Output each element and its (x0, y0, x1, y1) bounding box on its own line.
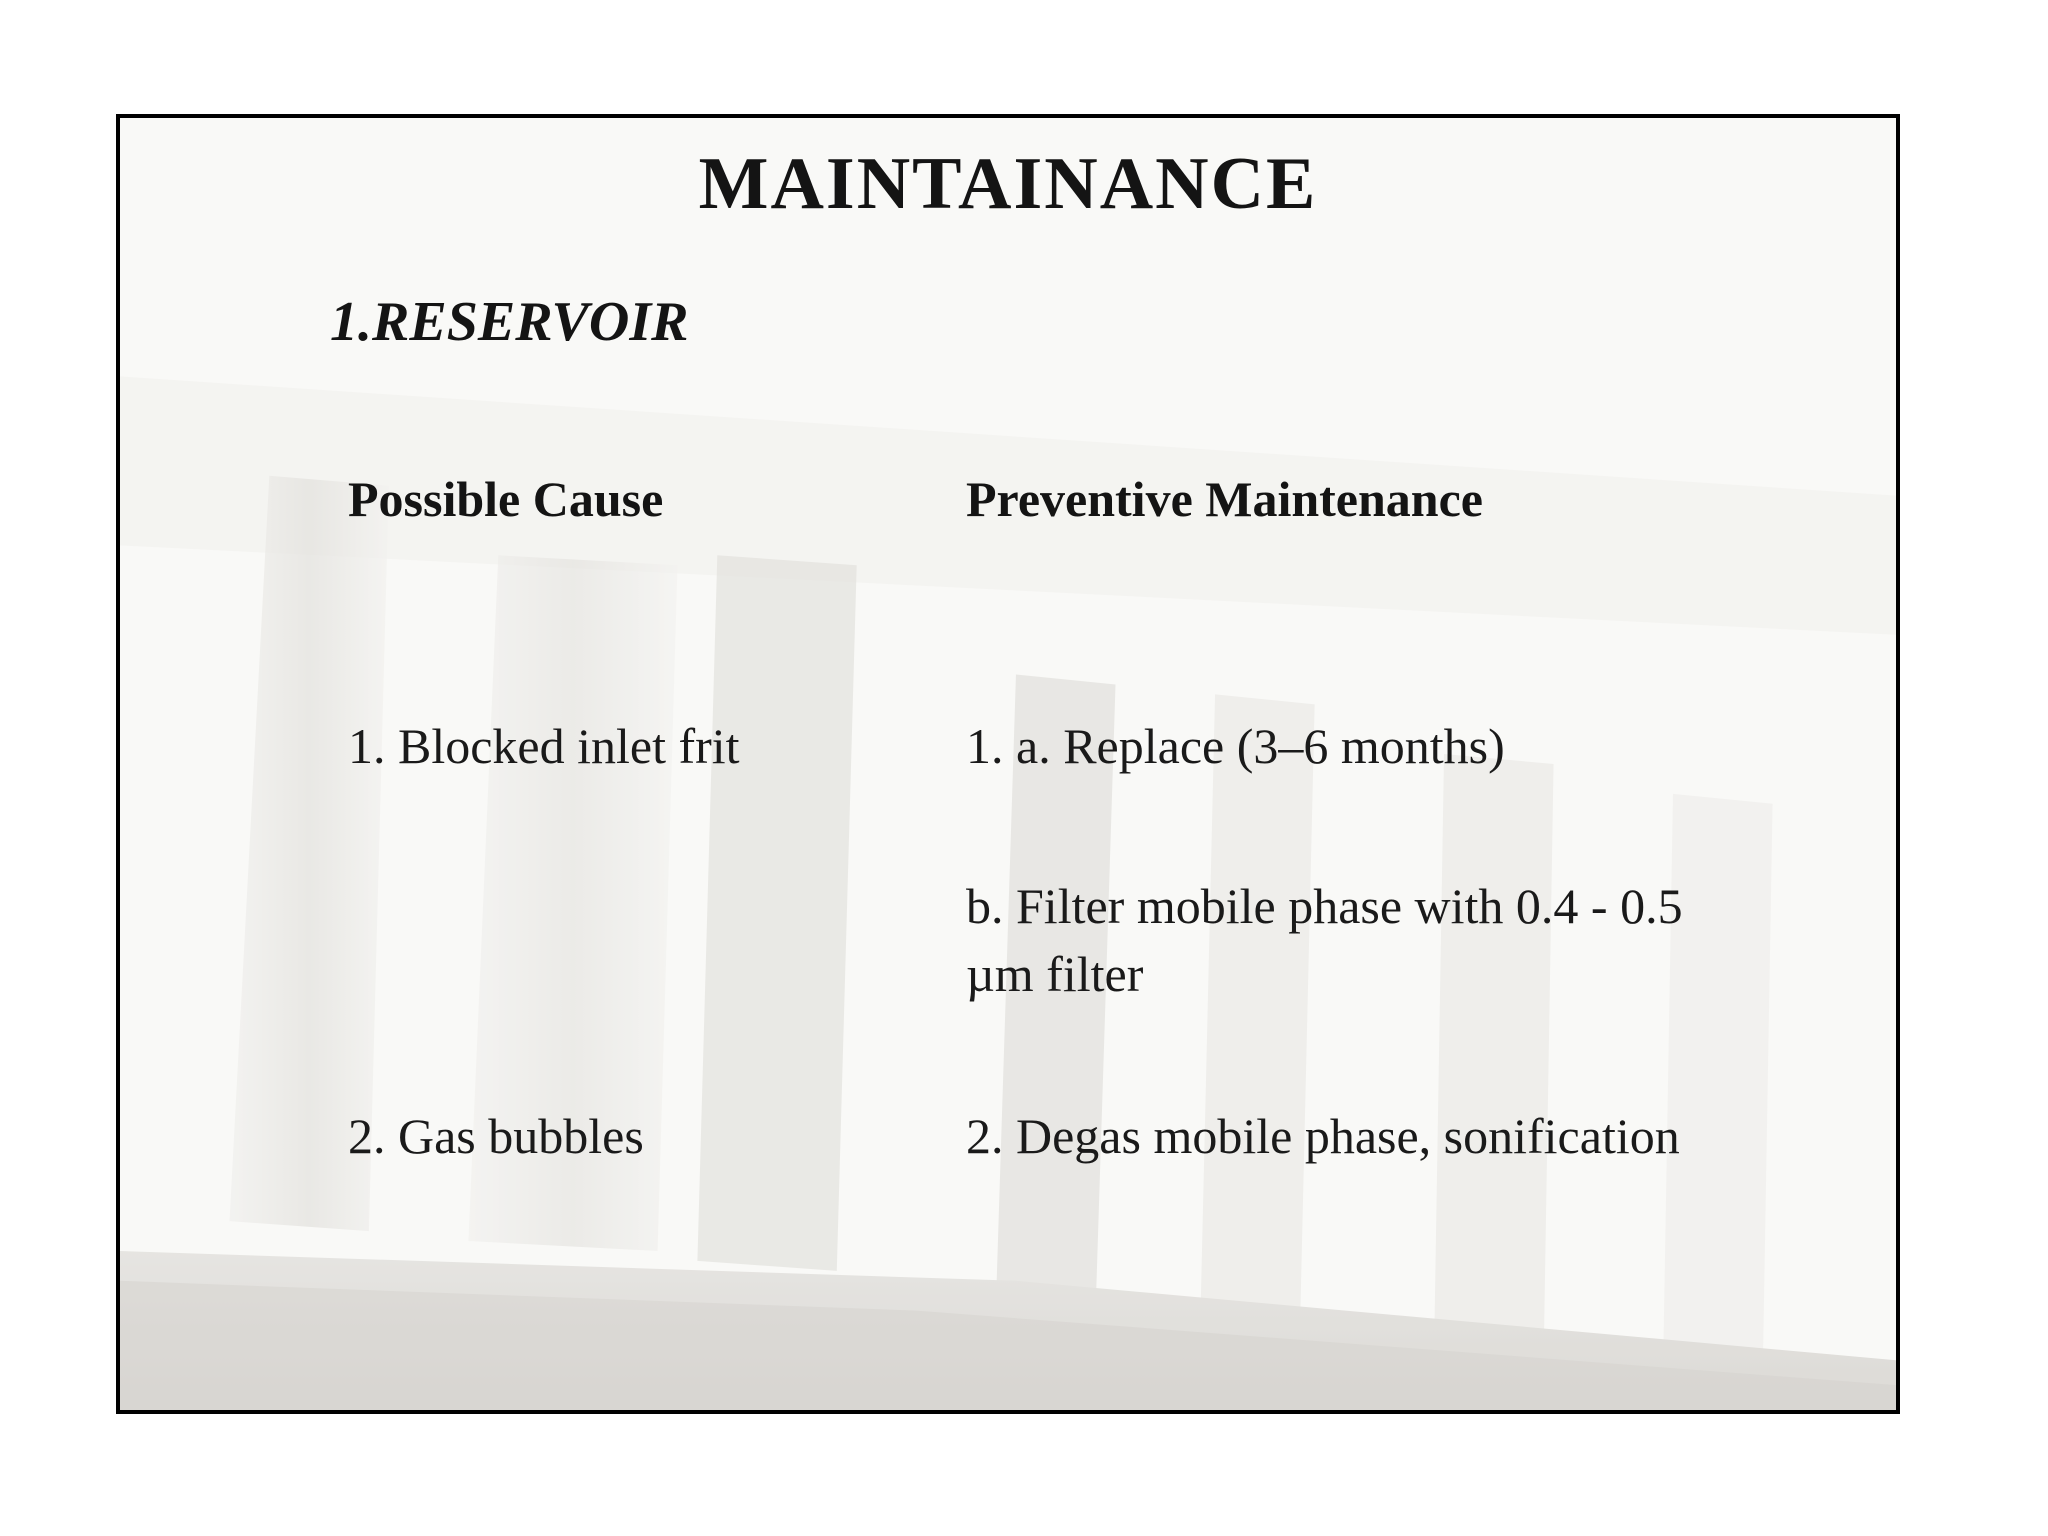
cause-cell-2: 2. Gas bubbles (348, 1108, 644, 1164)
slide (116, 114, 1900, 1414)
prevent-cell-2: 2. Degas mobile phase, sonification (966, 1108, 1680, 1164)
prevent-cell-1a: 1. a. Replace (3–6 months) (966, 718, 1505, 774)
column-header-possible-cause: Possible Cause (348, 471, 664, 527)
prevent-cell-1b: b. Filter mobile phase with 0.4 - 0.5 µm filter (966, 878, 1683, 1002)
column-header-preventive-maintenance: Preventive Maintenance (966, 471, 1483, 527)
slide-title: MAINTAINANCE (698, 143, 1318, 225)
section-heading: 1.RESERVOIR (330, 291, 689, 353)
cause-cell-1: 1. Blocked inlet frit (348, 718, 740, 774)
